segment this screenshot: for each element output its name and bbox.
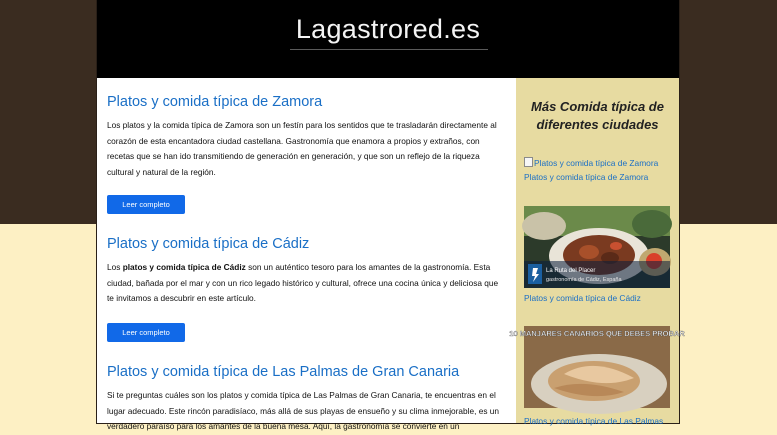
article-title[interactable]: Platos y comida típica de Las Palmas de Gran Canaria	[107, 364, 460, 380]
article-title[interactable]: Platos y comida típica de Cádiz	[107, 236, 310, 252]
article-card	[107, 235, 505, 307]
thumb-caption-subtitle: gastronomía de Cádiz, España	[546, 277, 622, 283]
article-card	[107, 93, 505, 180]
sidebar-link-cadiz[interactable]: Platos y comida típica de Cádiz	[524, 293, 641, 303]
main-content	[97, 78, 515, 431]
read-more-button[interactable]: Leer completo	[107, 195, 185, 214]
cadiz-food-image	[524, 206, 670, 288]
las-palmas-food-image	[509, 326, 685, 408]
article-excerpt: Si te preguntas cuáles son los platos y comida típica de Las Palmas de Gran Canaria, te encuentras en el lugar adecuado. Este rincón paradisíaco, más allá de sus playas de ensueño y su clima inmejorable, es un verdadero paraíso para los amantes de la buena mesa. Aquí, la gastronomía se convierte en un	[107, 390, 500, 431]
read-more-button[interactable]: Leer completo	[107, 323, 185, 342]
thumbnail-cadiz[interactable]	[524, 206, 670, 288]
sidebar-heading: Más Comida típica de diferentes ciudades	[531, 99, 664, 132]
page-container	[97, 0, 685, 431]
site-header	[97, 0, 679, 78]
thumbnail-las-palmas[interactable]	[509, 326, 685, 408]
broken-image-icon	[524, 157, 533, 167]
title-underline	[290, 49, 488, 50]
sidebar	[509, 78, 685, 426]
article-excerpt: Los platos y comida típica de Cádiz son un auténtico tesoro para los amantes de la gastronomía. Esta ciudad, bañada por el mar y con un rico legado histórico y cultural, ofrece una cocina única y deliciosa que te invitamos a descubrir en este artículo.	[107, 262, 499, 303]
thumb-caption-title: La Ruta del Placer	[546, 268, 596, 274]
article-excerpt: Los platos y la comida típica de Zamora son un festín para los sentidos que te trasladarán directamente al corazón de esta encantadora ciudad castellana. Gastronomía que enamora a propios y extraños, con recetas que se han ido transmitiendo de generación en generación, y que son un reflejo de la riqueza cultural y natural de la región.	[107, 120, 497, 177]
broken-image-zamora[interactable]: Platos y comida típica de Zamora	[524, 157, 658, 168]
article-card	[107, 363, 505, 435]
sidebar-link-las-palmas[interactable]: Platos y comida típica de Las Palmas	[524, 416, 664, 426]
sidebar-link-zamora[interactable]: Platos y comida típica de Zamora	[524, 172, 649, 182]
article-title[interactable]: Platos y comida típica de Zamora	[107, 94, 323, 110]
thumb-overlay-text: 10 MANJARES CANARIOS QUE DEBES PROBAR	[509, 329, 685, 338]
site-title[interactable]: Lagastrored.es	[295, 14, 481, 44]
